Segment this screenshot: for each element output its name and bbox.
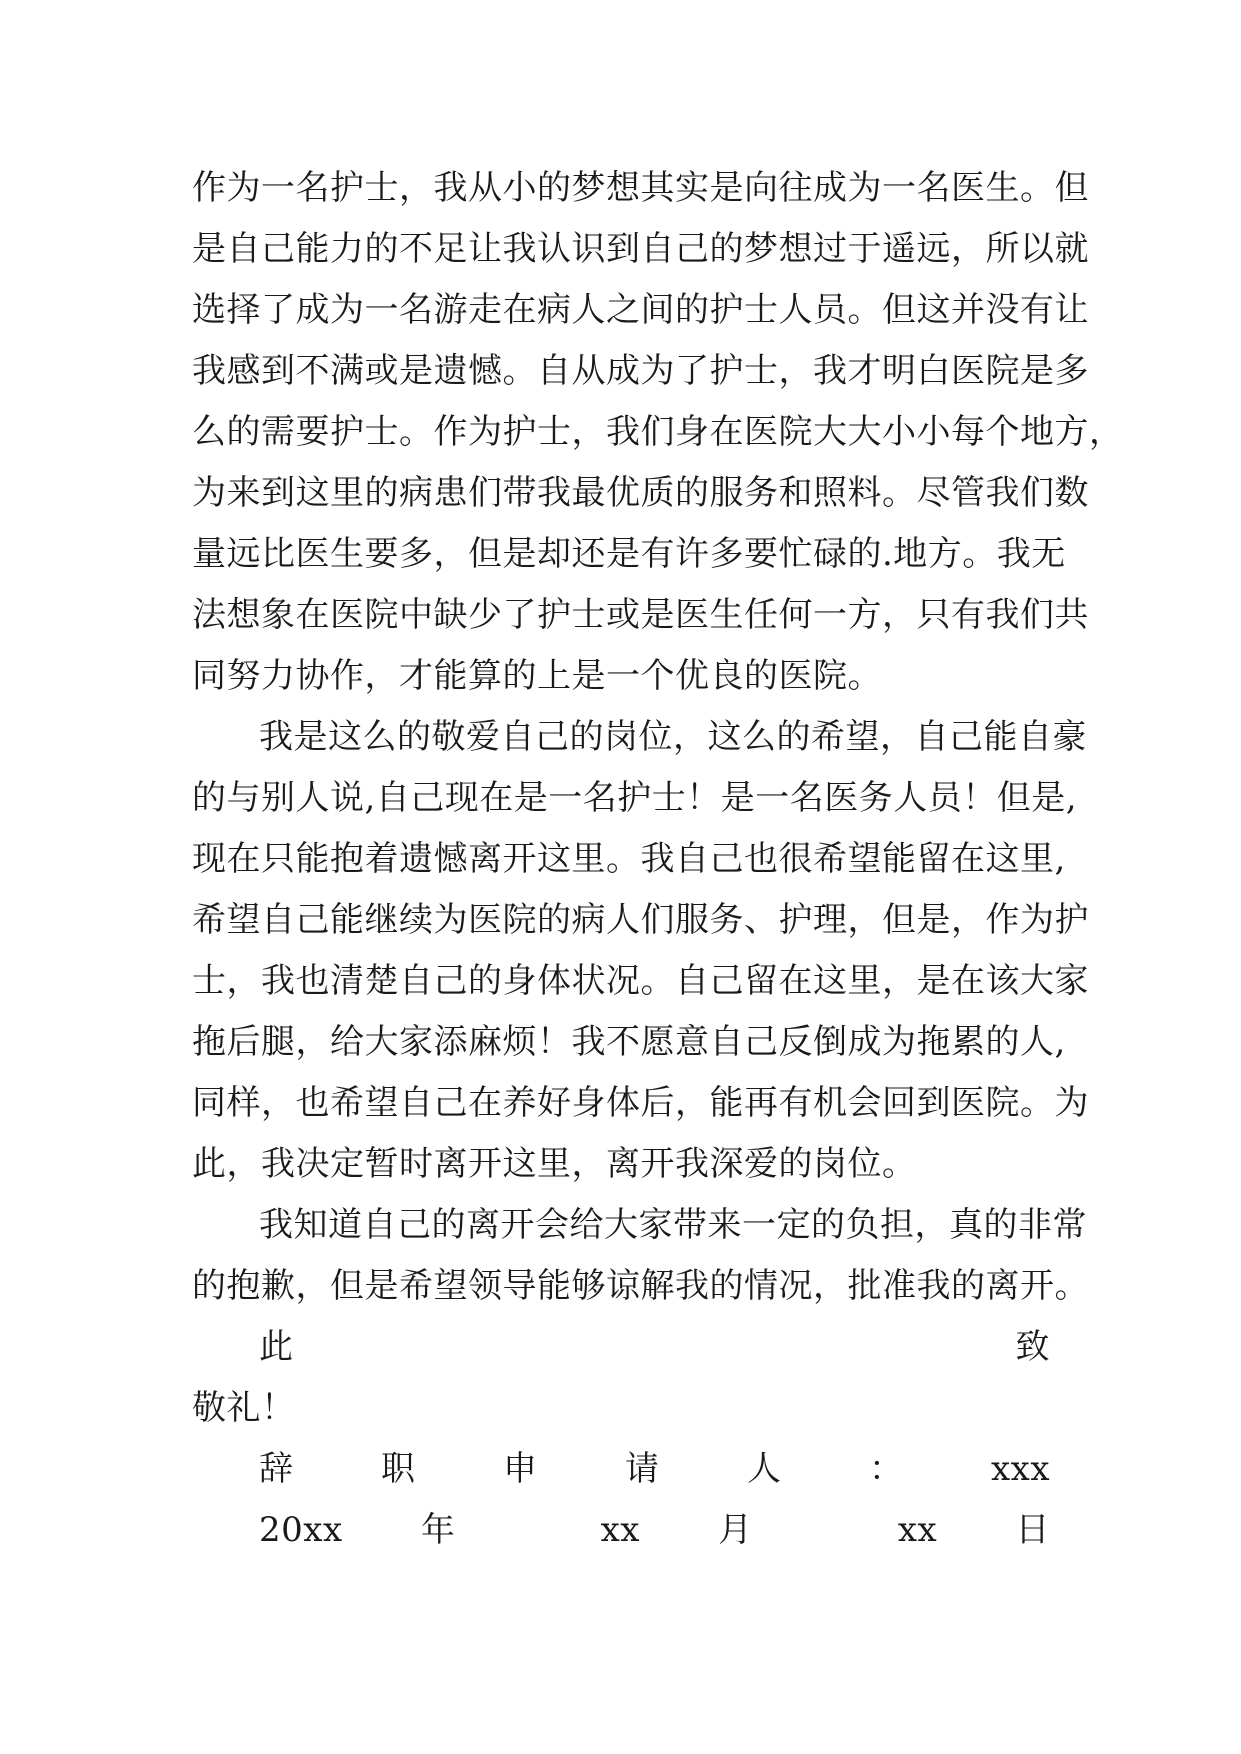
paragraph-1-line-3: 选择了成为一名游走在病人之间的护士人员。但这并没有让 <box>192 290 1089 330</box>
paragraph-2-line-7: 同样，也希望自己在养好身体后，能再有机会回到医院。为 <box>192 1083 1089 1123</box>
paragraph-1-line-4: 我感到不满或是遗憾。自从成为了护士，我才明白医院是多 <box>192 351 1089 391</box>
paragraph-1-line-6: 为来到这里的病患们带我最优质的服务和照料。尽管我们数 <box>192 473 1089 513</box>
paragraph-1-line-7: 量远比医生要多，但是却还是有许多要忙碌的.地方。我无 <box>192 534 1066 574</box>
paragraph-2-line-4: 希望自己能继续为医院的病人们服务、护理，但是，作为护 <box>192 900 1089 940</box>
letter-body <box>192 158 1124 1561</box>
closing-greeting: 此致 <box>259 1327 1050 1367</box>
paragraph-2-line-3: 现在只能抱着遗憾离开这里。我自己也很希望能留在这里, <box>192 839 1066 879</box>
paragraph-1-line-5: 么的需要护士。作为护士，我们身在医院大大小小每个地方， <box>192 412 1124 452</box>
paragraph-2-line-1: 我是这么的敬爱自己的岗位，这么的希望，自己能自豪 <box>259 717 1087 757</box>
date-line: 20xx 年 xx 月 xx 日 <box>259 1510 1050 1550</box>
paragraph-1-line-8: 法想象在医院中缺少了护士或是医生任何一方，只有我们共 <box>192 595 1089 635</box>
paragraph-3-line-1: 我知道自己的离开会给大家带来一定的负担，真的非常 <box>259 1205 1087 1245</box>
paragraph-1-line-1: 作为一名护士，我从小的梦想其实是向往成为一名医生。但 <box>192 168 1089 208</box>
closing-salute: 敬礼！ <box>192 1388 296 1428</box>
paragraph-2-line-5: 士，我也清楚自己的身体状况。自己留在这里，是在该大家 <box>192 961 1089 1001</box>
paragraph-3-line-2: 的抱歉，但是希望领导能够谅解我的情况，批准我的离开。 <box>192 1266 1089 1306</box>
paragraph-1-line-9: 同努力协作，才能算的上是一个优良的医院。 <box>192 656 882 696</box>
signature-line: 辞职申请人：xxx <box>259 1449 1050 1489</box>
paragraph-2-line-8: 此，我决定暂时离开这里，离开我深爱的岗位。 <box>192 1144 917 1184</box>
paragraph-1-line-2: 是自己能力的不足让我认识到自己的梦想过于遥远，所以就 <box>192 229 1089 269</box>
paragraph-2-line-6: 拖后腿，给大家添麻烦！我不愿意自己反倒成为拖累的人, <box>192 1022 1066 1062</box>
paragraph-2-line-2: 的与别人说,自己现在是一名护士！是一名医务人员！但是, <box>192 778 1078 818</box>
